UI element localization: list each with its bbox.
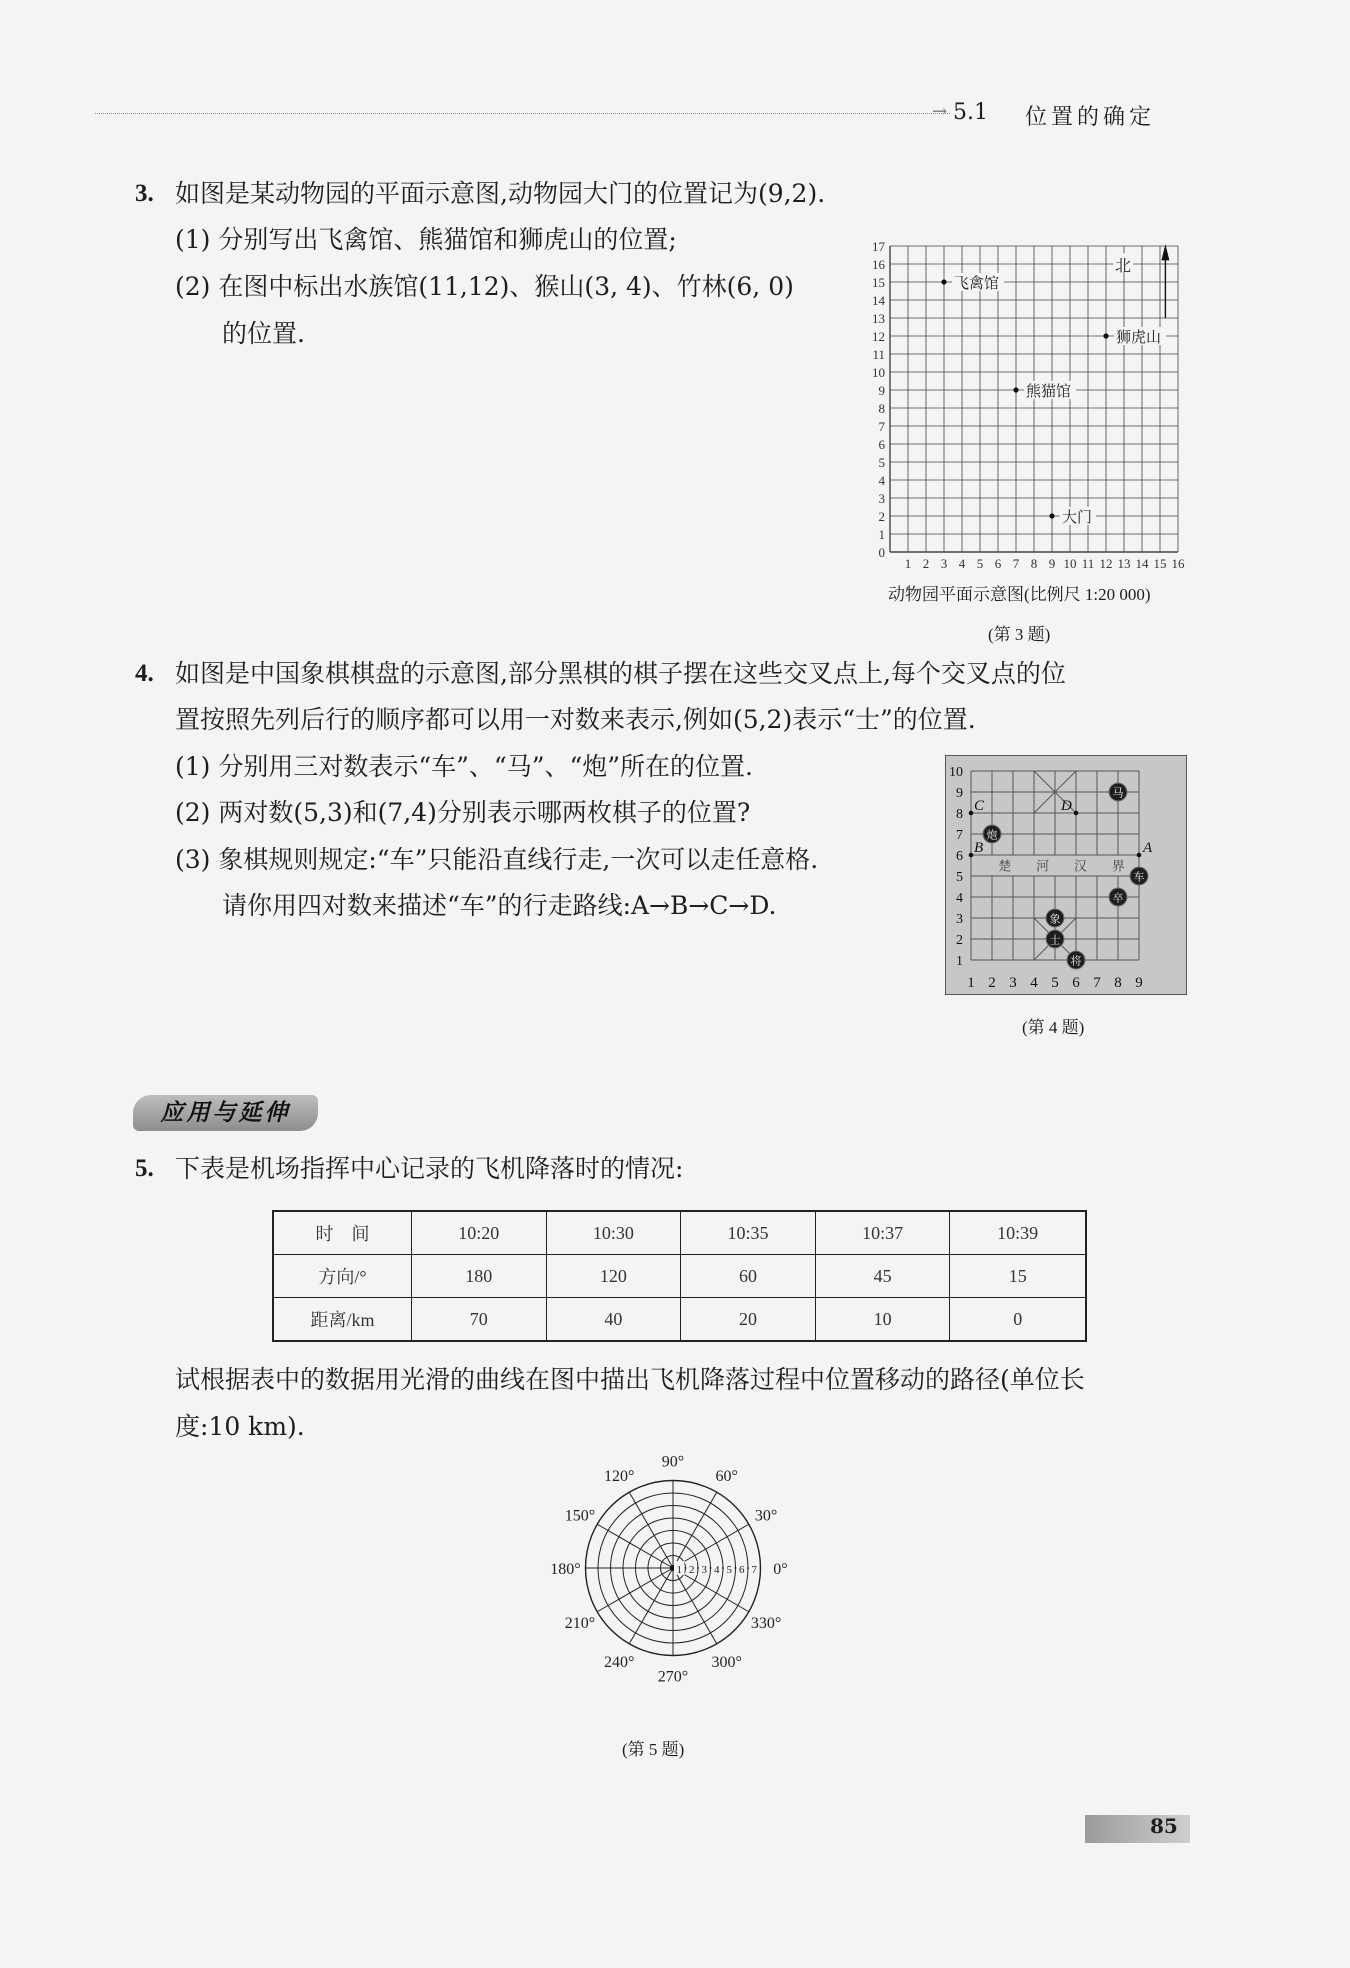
chess-piece-label: 象	[1049, 913, 1061, 926]
table-cell: 15	[950, 1255, 1086, 1298]
map-point	[941, 279, 946, 284]
map-point	[1103, 333, 1108, 338]
table-cell: 10:30	[546, 1211, 681, 1255]
x-tick-label: 11	[1081, 556, 1095, 571]
river-label: 汉	[1073, 858, 1087, 874]
river-label: 河	[1036, 858, 1050, 874]
polar-angle-label: 90°	[661, 1453, 685, 1471]
q3-figure-caption: (第 3 题)	[988, 625, 1051, 644]
x-tick-label: 3	[940, 556, 948, 571]
y-tick-label: 14	[872, 293, 885, 308]
route-letter: B	[974, 840, 984, 856]
x-tick-label: 12	[1099, 556, 1113, 571]
q4-stem-line1: 如图是中国象棋棋盘的示意图,部分黑棋的棋子摆在这些交叉点上,每个交叉点的位	[175, 659, 1066, 688]
table-cell: 10:35	[681, 1211, 816, 1255]
q4-part3-cont: 请你用四对数来描述“车”的行走路线:A→B→C→D.	[222, 891, 777, 920]
board-y-tick: 3	[956, 912, 963, 927]
y-tick-label: 8	[878, 401, 885, 416]
table-cell: 10:37	[815, 1211, 950, 1255]
radius-label: 2	[689, 1564, 695, 1576]
q3-part2-cont: 的位置.	[222, 319, 305, 348]
board-x-tick: 4	[1030, 975, 1038, 991]
route-point	[969, 811, 974, 816]
section-badge: 应用与延伸	[133, 1095, 318, 1131]
map-point-label: 飞禽馆	[954, 276, 1000, 292]
q3-part2: (2) 在图中标出水族馆(11,12)、猴山(3, 4)、竹林(6, 0)	[175, 272, 794, 301]
x-tick-label: 14	[1135, 556, 1149, 571]
y-tick-label: 11	[872, 347, 885, 362]
table-cell: 60	[681, 1255, 816, 1298]
board-x-tick: 9	[1135, 975, 1143, 991]
route-point	[969, 853, 974, 858]
route-letter: D	[1061, 798, 1072, 814]
route-letter: A	[1143, 840, 1153, 856]
board-background	[945, 755, 1187, 995]
radius-label: 7	[751, 1564, 757, 1576]
q5-instruction-line1: 试根据表中的数据用光滑的曲线在图中描出飞机降落过程中位置移动的路径(单位长	[175, 1365, 1085, 1394]
polar-angle-label: 240°	[604, 1654, 635, 1672]
zoo-grid-figure	[860, 230, 1200, 610]
y-tick-label: 6	[878, 437, 885, 452]
chess-piece-label: 士	[1049, 934, 1061, 947]
radius-label: 1	[676, 1564, 682, 1576]
y-tick-label: 7	[878, 419, 885, 434]
y-tick-label: 17	[872, 239, 885, 254]
q3-number: 3.	[135, 180, 154, 207]
polar-angle-label: 30°	[754, 1507, 778, 1525]
y-tick-label: 2	[878, 509, 885, 524]
polar-angle-label: 0°	[773, 1561, 788, 1578]
table-cell: 10:20	[412, 1211, 547, 1255]
zoo-map-caption: 动物园平面示意图(比例尺 1:20 000)	[888, 585, 1151, 604]
y-tick-label: 10	[872, 365, 885, 380]
board-x-tick: 7	[1093, 975, 1101, 991]
table-cell: 10:39	[950, 1211, 1086, 1255]
polar-angle-label: 270°	[657, 1668, 689, 1686]
table-cell: 10	[815, 1298, 950, 1342]
x-tick-label: 8	[1030, 556, 1038, 571]
map-point-label: 熊猫馆	[1026, 384, 1072, 400]
table-cell: 120	[546, 1255, 681, 1298]
chess-piece-label: 车	[1133, 871, 1145, 884]
board-x-tick: 1	[967, 975, 975, 991]
y-tick-label: 0	[878, 545, 885, 560]
y-tick-label: 16	[872, 257, 885, 272]
north-label: 北	[1115, 258, 1132, 276]
q4-figure-caption: (第 4 题)	[1022, 1018, 1085, 1037]
q5-number: 5.	[135, 1155, 154, 1182]
q4-stem-line2: 置按照先列后行的顺序都可以用一对数来表示,例如(5,2)表示“士”的位置.	[175, 705, 976, 734]
board-y-tick: 9	[956, 786, 963, 801]
table-row-header: 距离/km	[273, 1298, 412, 1342]
north-arrowhead-icon	[1161, 244, 1169, 260]
chess-board-figure	[945, 755, 1187, 995]
table-cell: 180	[412, 1255, 547, 1298]
board-x-tick: 8	[1114, 975, 1122, 991]
route-point	[1074, 811, 1079, 816]
q5-figure-caption: (第 5 题)	[622, 1740, 685, 1759]
radius-label: 5	[726, 1564, 732, 1576]
radius-label: 4	[714, 1564, 720, 1576]
chess-piece-label: 炮	[986, 829, 998, 842]
y-tick-label: 4	[878, 473, 885, 488]
board-y-tick: 8	[956, 807, 963, 822]
radius-label: 6	[739, 1564, 745, 1576]
header-divider	[95, 113, 950, 114]
y-tick-label: 12	[872, 329, 885, 344]
x-tick-label: 9	[1048, 556, 1056, 571]
x-tick-label: 16	[1171, 556, 1185, 571]
q4-part2: (2) 两对数(5,3)和(7,4)分别表示哪两枚棋子的位置?	[175, 798, 751, 827]
x-tick-label: 5	[976, 556, 984, 571]
chess-piece-label: 将	[1070, 955, 1082, 968]
polar-angle-label: 210°	[564, 1614, 596, 1632]
x-tick-label: 4	[958, 556, 966, 571]
x-tick-label: 7	[1012, 556, 1020, 571]
board-y-tick: 2	[956, 933, 963, 948]
y-tick-label: 5	[878, 455, 885, 470]
polar-angle-label: 150°	[564, 1507, 596, 1525]
x-tick-label: 10	[1063, 556, 1077, 571]
board-x-tick: 3	[1009, 975, 1017, 991]
table-cell: 40	[546, 1298, 681, 1342]
route-letter: C	[974, 798, 985, 814]
table-row	[273, 1255, 1086, 1298]
section-number: 5.1	[953, 100, 988, 125]
page-number: 85	[1150, 1814, 1178, 1838]
section-title: 位置的确定	[1025, 105, 1156, 130]
chess-piece-label: 马	[1112, 787, 1124, 800]
x-tick-label: 13	[1117, 556, 1131, 571]
map-point	[1049, 513, 1054, 518]
header-arrow-icon: →	[932, 101, 948, 122]
y-tick-label: 13	[872, 311, 885, 326]
y-tick-label: 9	[878, 383, 885, 398]
board-x-tick: 6	[1072, 975, 1080, 991]
radius-label: 3	[701, 1564, 707, 1576]
board-y-tick: 4	[956, 891, 963, 906]
table-cell: 0	[950, 1298, 1086, 1342]
q4-number: 4.	[135, 660, 154, 687]
x-tick-label: 6	[994, 556, 1002, 571]
polar-angle-label: 120°	[604, 1467, 635, 1485]
polar-angle-label: 300°	[711, 1654, 742, 1672]
board-y-tick: 7	[956, 828, 963, 843]
q4-part3: (3) 象棋规则规定:“车”只能沿直线行走,一次可以走任意格.	[175, 845, 819, 874]
board-y-tick: 6	[956, 849, 963, 864]
table-row	[273, 1211, 1086, 1255]
y-tick-label: 3	[878, 491, 885, 506]
q4-part1: (1) 分别用三对数表示“车”、“马”、“炮”所在的位置.	[175, 752, 753, 781]
table-cell: 70	[412, 1298, 547, 1342]
river-label: 界	[1111, 858, 1125, 874]
q5-instruction-line2: 度:10 km).	[175, 1412, 305, 1441]
map-point-label: 大门	[1062, 510, 1093, 526]
table-row-header: 方向/°	[273, 1255, 412, 1298]
board-x-tick: 2	[988, 975, 996, 991]
board-y-tick: 1	[956, 954, 963, 969]
table-row-header: 时 间	[273, 1211, 412, 1255]
map-point	[1013, 387, 1018, 392]
x-tick-label: 15	[1153, 556, 1167, 571]
polar-angle-label: 180°	[550, 1561, 581, 1578]
landing-table	[272, 1210, 1087, 1342]
polar-grid-figure	[505, 1440, 825, 1720]
table-row	[273, 1298, 1086, 1342]
route-point	[1137, 853, 1142, 858]
q5-stem: 下表是机场指挥中心记录的飞机降落时的情况:	[175, 1154, 684, 1183]
river-label: 楚	[998, 858, 1012, 874]
table-cell: 20	[681, 1298, 816, 1342]
table-cell: 45	[815, 1255, 950, 1298]
q3-part1: (1) 分别写出飞禽馆、熊猫馆和狮虎山的位置;	[175, 225, 677, 254]
x-tick-label: 1	[904, 556, 912, 571]
polar-angle-label: 330°	[750, 1614, 782, 1632]
y-tick-label: 1	[878, 527, 885, 542]
board-y-tick: 10	[949, 765, 963, 780]
x-tick-label: 2	[922, 556, 930, 571]
polar-angle-label: 60°	[715, 1467, 738, 1485]
chess-piece-label: 卒	[1112, 892, 1124, 905]
map-point-label: 狮虎山	[1116, 330, 1162, 346]
board-x-tick: 5	[1051, 975, 1059, 991]
board-y-tick: 5	[956, 870, 963, 885]
q3-stem: 如图是某动物园的平面示意图,动物园大门的位置记为(9,2).	[175, 179, 826, 208]
y-tick-label: 15	[872, 275, 885, 290]
